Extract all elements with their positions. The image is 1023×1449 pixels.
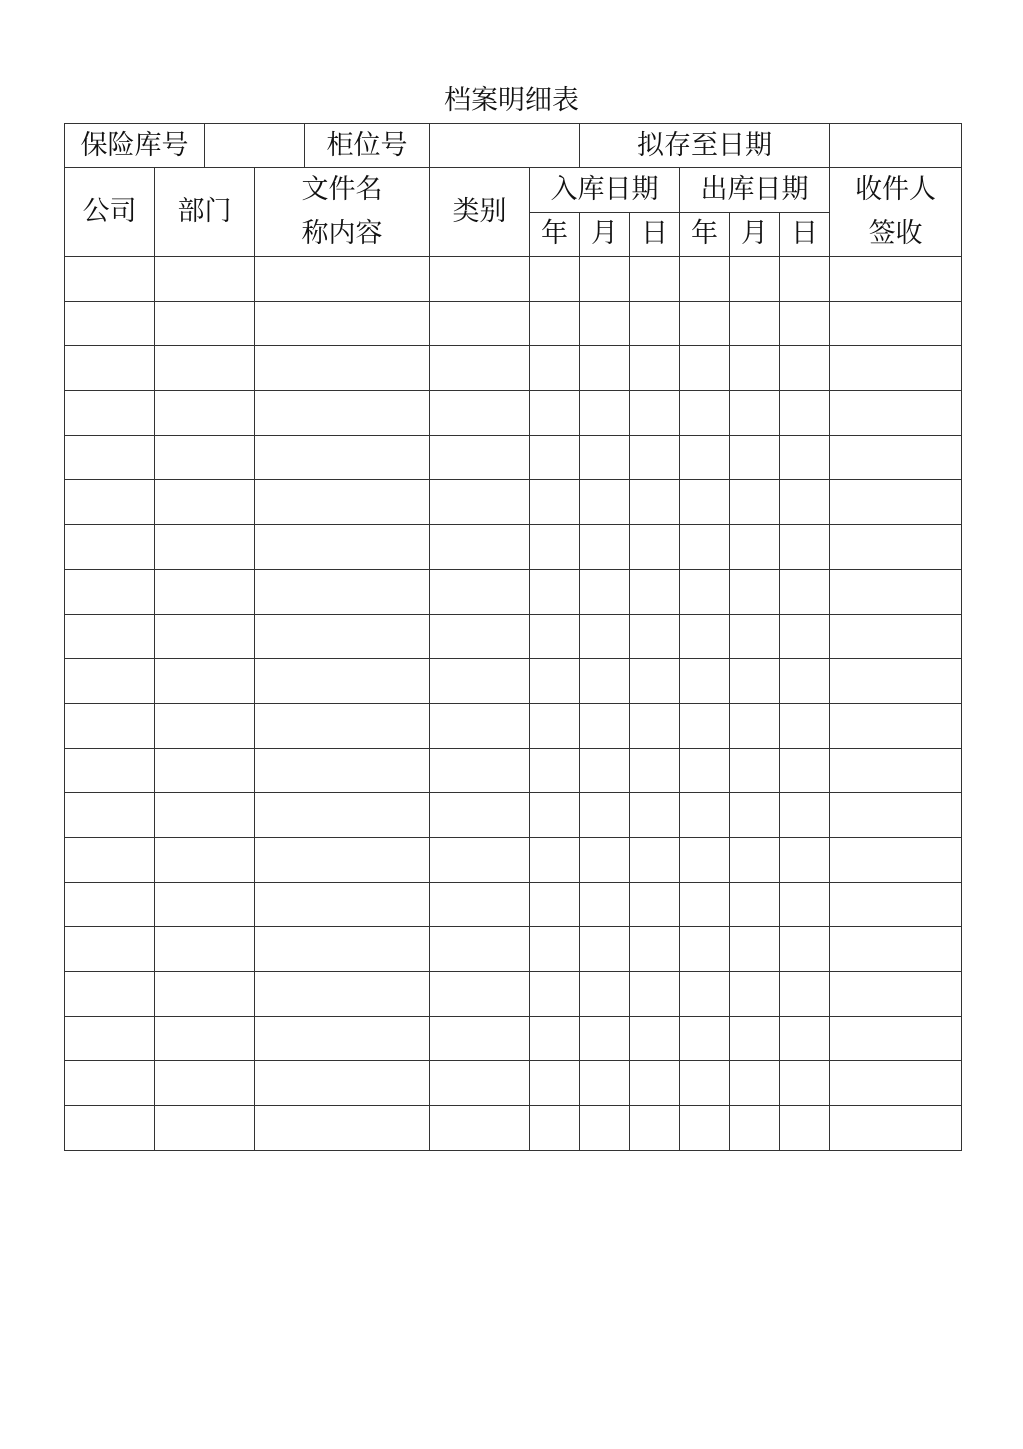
receiver-signature-cell[interactable] — [830, 748, 962, 793]
table-row — [65, 882, 962, 927]
department-cell[interactable] — [155, 1016, 255, 1061]
out-year-cell[interactable] — [680, 837, 730, 882]
file-content-cell[interactable] — [255, 703, 430, 748]
receiver-signature-cell[interactable] — [830, 1106, 962, 1151]
in-month-cell[interactable] — [580, 1016, 630, 1061]
in-year-cell[interactable] — [530, 391, 580, 436]
out-year-cell[interactable] — [680, 972, 730, 1017]
department-cell[interactable] — [155, 793, 255, 838]
header-out-year: 年 — [680, 212, 730, 257]
table-row — [65, 301, 962, 346]
in-month-cell[interactable] — [580, 972, 630, 1017]
department-cell[interactable] — [155, 346, 255, 391]
out-day-cell[interactable] — [780, 882, 830, 927]
table-row — [65, 972, 962, 1017]
out-month-cell[interactable] — [730, 927, 780, 972]
in-day-cell[interactable] — [630, 659, 680, 704]
header-in-date: 入库日期 — [530, 168, 680, 213]
category-cell[interactable] — [430, 748, 530, 793]
out-month-cell[interactable] — [730, 257, 780, 302]
in-month-cell[interactable] — [580, 301, 630, 346]
table-row — [65, 569, 962, 614]
out-year-cell[interactable] — [680, 1016, 730, 1061]
in-month-cell[interactable] — [580, 346, 630, 391]
file-content-cell[interactable] — [255, 748, 430, 793]
table-row — [65, 435, 962, 480]
receiver-signature-cell[interactable] — [830, 435, 962, 480]
in-year-cell[interactable] — [530, 837, 580, 882]
store-until-date-field[interactable] — [830, 124, 962, 168]
out-year-cell[interactable] — [680, 346, 730, 391]
cabinet-number-field[interactable] — [430, 124, 580, 168]
in-day-cell[interactable] — [630, 1106, 680, 1151]
receiver-signature-cell[interactable] — [830, 837, 962, 882]
category-cell[interactable] — [430, 927, 530, 972]
in-month-cell[interactable] — [580, 1106, 630, 1151]
out-day-cell[interactable] — [780, 257, 830, 302]
out-month-cell[interactable] — [730, 569, 780, 614]
category-cell[interactable] — [430, 1061, 530, 1106]
archive-detail-table — [64, 123, 962, 1151]
table-row — [65, 525, 962, 570]
out-month-cell[interactable] — [730, 525, 780, 570]
in-year-cell[interactable] — [530, 1061, 580, 1106]
company-cell[interactable] — [65, 391, 155, 436]
company-cell[interactable] — [65, 346, 155, 391]
receiver-signature-cell[interactable] — [830, 480, 962, 525]
receiver-signature-cell[interactable] — [830, 614, 962, 659]
department-cell[interactable] — [155, 1061, 255, 1106]
out-day-cell[interactable] — [780, 346, 830, 391]
out-day-cell[interactable] — [780, 1061, 830, 1106]
company-cell[interactable] — [65, 927, 155, 972]
company-cell[interactable] — [65, 882, 155, 927]
table-row — [65, 793, 962, 838]
in-month-cell[interactable] — [580, 927, 630, 972]
in-day-cell[interactable] — [630, 882, 680, 927]
out-day-cell[interactable] — [780, 614, 830, 659]
in-month-cell[interactable] — [580, 257, 630, 302]
in-year-cell[interactable] — [530, 659, 580, 704]
category-cell[interactable] — [430, 391, 530, 436]
out-year-cell[interactable] — [680, 614, 730, 659]
file-content-cell[interactable] — [255, 614, 430, 659]
out-year-cell[interactable] — [680, 480, 730, 525]
file-content-cell[interactable] — [255, 525, 430, 570]
company-cell[interactable] — [65, 525, 155, 570]
in-month-cell[interactable] — [580, 793, 630, 838]
header-in-day: 日 — [630, 212, 680, 257]
file-content-cell[interactable] — [255, 882, 430, 927]
category-cell[interactable] — [430, 703, 530, 748]
in-month-cell[interactable] — [580, 435, 630, 480]
in-month-cell[interactable] — [580, 1061, 630, 1106]
company-cell[interactable] — [65, 837, 155, 882]
receiver-signature-cell[interactable] — [830, 1061, 962, 1106]
table-row — [65, 703, 962, 748]
category-cell[interactable] — [430, 525, 530, 570]
out-month-cell[interactable] — [730, 837, 780, 882]
file-content-cell[interactable] — [255, 1061, 430, 1106]
out-day-cell[interactable] — [780, 837, 830, 882]
out-month-cell[interactable] — [730, 793, 780, 838]
file-content-cell[interactable] — [255, 927, 430, 972]
table-row — [65, 659, 962, 704]
receiver-signature-cell[interactable] — [830, 793, 962, 838]
in-year-cell[interactable] — [530, 882, 580, 927]
receiver-signature-cell[interactable] — [830, 391, 962, 436]
archive-info-row — [65, 124, 962, 168]
department-cell[interactable] — [155, 391, 255, 436]
file-content-cell[interactable] — [255, 435, 430, 480]
in-month-cell[interactable] — [580, 659, 630, 704]
receiver-signature-cell[interactable] — [830, 972, 962, 1017]
file-content-cell[interactable] — [255, 1106, 430, 1151]
department-cell[interactable] — [155, 1106, 255, 1151]
out-day-cell[interactable] — [780, 927, 830, 972]
in-day-cell[interactable] — [630, 972, 680, 1017]
in-year-cell[interactable] — [530, 614, 580, 659]
table-row — [65, 1016, 962, 1061]
in-day-cell[interactable] — [630, 1016, 680, 1061]
company-cell[interactable] — [65, 301, 155, 346]
out-year-cell[interactable] — [680, 659, 730, 704]
category-cell[interactable] — [430, 257, 530, 302]
in-year-cell[interactable] — [530, 972, 580, 1017]
table-row — [65, 480, 962, 525]
file-content-cell[interactable] — [255, 837, 430, 882]
header-file-name-content — [255, 168, 430, 257]
out-day-cell[interactable] — [780, 480, 830, 525]
category-cell[interactable] — [430, 301, 530, 346]
out-month-cell[interactable] — [730, 435, 780, 480]
out-day-cell[interactable] — [780, 525, 830, 570]
out-month-cell[interactable] — [730, 1016, 780, 1061]
department-cell[interactable] — [155, 480, 255, 525]
company-cell[interactable] — [65, 793, 155, 838]
header-in-month: 月 — [580, 212, 630, 257]
header-out-date: 出库日期 — [680, 168, 830, 213]
header-department: 部门 — [155, 168, 255, 257]
out-month-cell[interactable] — [730, 346, 780, 391]
table-row — [65, 927, 962, 972]
out-day-cell[interactable] — [780, 659, 830, 704]
category-cell[interactable] — [430, 1016, 530, 1061]
out-month-cell[interactable] — [730, 703, 780, 748]
department-cell[interactable] — [155, 614, 255, 659]
receiver-signature-cell[interactable] — [830, 257, 962, 302]
department-cell[interactable] — [155, 569, 255, 614]
company-cell[interactable] — [65, 748, 155, 793]
out-day-cell[interactable] — [780, 435, 830, 480]
category-cell[interactable] — [430, 435, 530, 480]
out-day-cell[interactable] — [780, 391, 830, 436]
company-cell[interactable] — [65, 703, 155, 748]
out-year-cell[interactable] — [680, 927, 730, 972]
department-cell[interactable] — [155, 257, 255, 302]
out-month-cell[interactable] — [730, 1061, 780, 1106]
in-day-cell[interactable] — [630, 927, 680, 972]
company-cell[interactable] — [65, 569, 155, 614]
in-day-cell[interactable] — [630, 301, 680, 346]
in-month-cell[interactable] — [580, 391, 630, 436]
table-row — [65, 391, 962, 436]
header-receiver-signature — [830, 168, 962, 257]
in-month-cell[interactable] — [580, 748, 630, 793]
out-year-cell[interactable] — [680, 569, 730, 614]
in-year-cell[interactable] — [530, 927, 580, 972]
in-year-cell[interactable] — [530, 748, 580, 793]
category-cell[interactable] — [430, 1106, 530, 1151]
out-month-cell[interactable] — [730, 480, 780, 525]
in-year-cell[interactable] — [530, 1016, 580, 1061]
in-year-cell[interactable] — [530, 346, 580, 391]
in-month-cell[interactable] — [580, 614, 630, 659]
table-row — [65, 1106, 962, 1151]
category-cell[interactable] — [430, 614, 530, 659]
cabinet-number-label: 柜位号 — [305, 124, 430, 168]
out-day-cell[interactable] — [780, 301, 830, 346]
file-content-cell[interactable] — [255, 391, 430, 436]
out-day-cell[interactable] — [780, 703, 830, 748]
receiver-signature-cell[interactable] — [830, 569, 962, 614]
out-day-cell[interactable] — [780, 972, 830, 1017]
in-day-cell[interactable] — [630, 703, 680, 748]
receiver-signature-cell[interactable] — [830, 346, 962, 391]
category-cell[interactable] — [430, 793, 530, 838]
receiver-signature-cell[interactable] — [830, 301, 962, 346]
in-day-cell[interactable] — [630, 480, 680, 525]
out-month-cell[interactable] — [730, 1106, 780, 1151]
company-cell[interactable] — [65, 1016, 155, 1061]
receiver-signature-cell[interactable] — [830, 525, 962, 570]
header-file-name-line2: 称内容 — [301, 218, 383, 249]
category-cell[interactable] — [430, 480, 530, 525]
header-receiver-line2: 签收 — [868, 218, 923, 249]
receiver-signature-cell[interactable] — [830, 882, 962, 927]
in-month-cell[interactable] — [580, 882, 630, 927]
category-cell[interactable] — [430, 346, 530, 391]
department-cell[interactable] — [155, 927, 255, 972]
out-year-cell[interactable] — [680, 1061, 730, 1106]
department-cell[interactable] — [155, 525, 255, 570]
in-day-cell[interactable] — [630, 525, 680, 570]
in-month-cell[interactable] — [580, 703, 630, 748]
in-month-cell[interactable] — [580, 525, 630, 570]
document-title: 档案明细表 — [444, 85, 579, 116]
in-month-cell[interactable] — [580, 837, 630, 882]
file-content-cell[interactable] — [255, 257, 430, 302]
out-day-cell[interactable] — [780, 569, 830, 614]
header-receiver-line1: 收件人 — [855, 174, 937, 205]
out-month-cell[interactable] — [730, 301, 780, 346]
company-cell[interactable] — [65, 1061, 155, 1106]
in-day-cell[interactable] — [630, 837, 680, 882]
in-year-cell[interactable] — [530, 525, 580, 570]
out-day-cell[interactable] — [780, 1016, 830, 1061]
file-content-cell[interactable] — [255, 659, 430, 704]
column-header-row — [65, 168, 962, 213]
vault-number-label: 保险库号 — [65, 124, 205, 168]
department-cell[interactable] — [155, 837, 255, 882]
department-cell[interactable] — [155, 435, 255, 480]
in-day-cell[interactable] — [630, 569, 680, 614]
company-cell[interactable] — [65, 659, 155, 704]
in-day-cell[interactable] — [630, 346, 680, 391]
header-in-year: 年 — [530, 212, 580, 257]
in-day-cell[interactable] — [630, 435, 680, 480]
receiver-signature-cell[interactable] — [830, 659, 962, 704]
out-month-cell[interactable] — [730, 659, 780, 704]
header-company: 公司 — [65, 168, 155, 257]
in-month-cell[interactable] — [580, 480, 630, 525]
out-year-cell[interactable] — [680, 257, 730, 302]
header-file-name-line1: 文件名 — [301, 174, 383, 205]
in-day-cell[interactable] — [630, 1061, 680, 1106]
out-month-cell[interactable] — [730, 391, 780, 436]
in-year-cell[interactable] — [530, 569, 580, 614]
department-cell[interactable] — [155, 972, 255, 1017]
in-day-cell[interactable] — [630, 257, 680, 302]
in-year-cell[interactable] — [530, 703, 580, 748]
out-month-cell[interactable] — [730, 614, 780, 659]
file-content-cell[interactable] — [255, 301, 430, 346]
table-row — [65, 614, 962, 659]
department-cell[interactable] — [155, 703, 255, 748]
file-content-cell[interactable] — [255, 346, 430, 391]
out-year-cell[interactable] — [680, 748, 730, 793]
category-cell[interactable] — [430, 972, 530, 1017]
company-cell[interactable] — [65, 257, 155, 302]
out-year-cell[interactable] — [680, 882, 730, 927]
out-year-cell[interactable] — [680, 1106, 730, 1151]
in-year-cell[interactable] — [530, 257, 580, 302]
receiver-signature-cell[interactable] — [830, 703, 962, 748]
company-cell[interactable] — [65, 614, 155, 659]
in-month-cell[interactable] — [580, 569, 630, 614]
department-cell[interactable] — [155, 659, 255, 704]
table-row — [65, 346, 962, 391]
in-year-cell[interactable] — [530, 480, 580, 525]
in-day-cell[interactable] — [630, 793, 680, 838]
out-year-cell[interactable] — [680, 703, 730, 748]
table-row — [65, 257, 962, 302]
in-day-cell[interactable] — [630, 748, 680, 793]
in-year-cell[interactable] — [530, 1106, 580, 1151]
header-out-day: 日 — [780, 212, 830, 257]
file-content-cell[interactable] — [255, 480, 430, 525]
category-cell[interactable] — [430, 659, 530, 704]
department-cell[interactable] — [155, 301, 255, 346]
company-cell[interactable] — [65, 972, 155, 1017]
out-day-cell[interactable] — [780, 1106, 830, 1151]
department-cell[interactable] — [155, 748, 255, 793]
in-year-cell[interactable] — [530, 435, 580, 480]
file-content-cell[interactable] — [255, 972, 430, 1017]
out-year-cell[interactable] — [680, 525, 730, 570]
out-day-cell[interactable] — [780, 793, 830, 838]
out-month-cell[interactable] — [730, 972, 780, 1017]
out-year-cell[interactable] — [680, 435, 730, 480]
table-row — [65, 1061, 962, 1106]
receiver-signature-cell[interactable] — [830, 1016, 962, 1061]
store-until-date-label: 拟存至日期 — [580, 124, 830, 168]
file-content-cell[interactable] — [255, 569, 430, 614]
file-content-cell[interactable] — [255, 793, 430, 838]
out-year-cell[interactable] — [680, 793, 730, 838]
in-day-cell[interactable] — [630, 391, 680, 436]
in-year-cell[interactable] — [530, 301, 580, 346]
vault-number-field[interactable] — [205, 124, 305, 168]
department-cell[interactable] — [155, 882, 255, 927]
file-content-cell[interactable] — [255, 1016, 430, 1061]
receiver-signature-cell[interactable] — [830, 927, 962, 972]
company-cell[interactable] — [65, 1106, 155, 1151]
out-day-cell[interactable] — [780, 748, 830, 793]
out-month-cell[interactable] — [730, 882, 780, 927]
category-cell[interactable] — [430, 837, 530, 882]
in-year-cell[interactable] — [530, 793, 580, 838]
header-out-month: 月 — [730, 212, 780, 257]
company-cell[interactable] — [65, 435, 155, 480]
company-cell[interactable] — [65, 480, 155, 525]
category-cell[interactable] — [430, 882, 530, 927]
table-row — [65, 748, 962, 793]
category-cell[interactable] — [430, 569, 530, 614]
header-category: 类别 — [430, 168, 530, 257]
table-row — [65, 837, 962, 882]
out-year-cell[interactable] — [680, 391, 730, 436]
out-year-cell[interactable] — [680, 301, 730, 346]
in-day-cell[interactable] — [630, 614, 680, 659]
out-month-cell[interactable] — [730, 748, 780, 793]
